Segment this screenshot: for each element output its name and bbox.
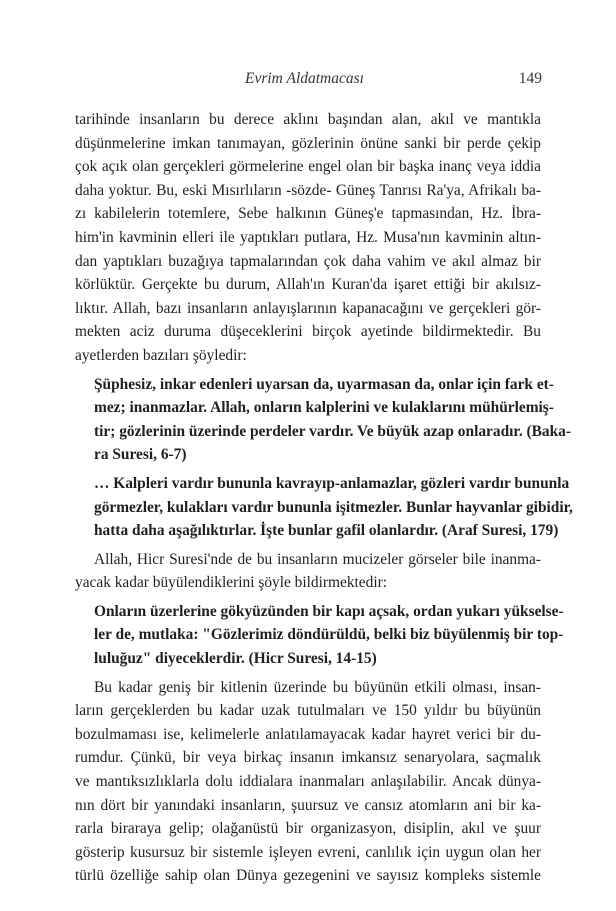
text-line: him'in kavminin elleri ile yaptıkları putlara, Hz. Musa'nın kavminin altın- [75,228,541,246]
paragraph [75,676,541,888]
text-line: daha yoktur. Bu, eski Mısırlıların -sözde- Güneş Tanrısı Ra'ya, Afrikalı ba- [75,181,541,199]
quote-line: ra Suresi, 6-7) [94,446,187,464]
text-line: gösterip kusursuz bir sistemle işleyen evreni, canlılık için uygun olan her [75,843,541,861]
text-line: mekten aciz duruma düşeceklerini birçok ayetinde bildirmektedir. Bu [75,323,541,341]
paragraph [75,548,541,595]
text-line: türlü özelliğe sahip olan Dünya gezegenini ve sayısız kompleks sistemle [75,867,541,885]
text-line: rarla biraraya gelip; olağanüstü bir organizasyon, disiplin, akıl ve şuur [75,820,541,838]
text-line: ve mantıksızlıklarla dolu iddialara inanmaları anlaşılabilir. Ancak dünya- [75,773,541,791]
text-line: nın dört bir yanındaki insanların, şuursuz ve cansız atomların ani bir ka- [75,796,541,814]
page-header [0,70,616,94]
text-line: tarihinde insanların bu derece aklını başından alan, akıl ve mantıkla [75,111,541,128]
text-line: yacak kadar büyülendiklerini şöyle bildirmektedir: [75,574,387,592]
text-line: ayetlerden bazıları şöyledir: [75,346,247,364]
quote-line: ler de, mutlaka: "Gözlerimiz döndürüldü, belki biz büyülenmiş bir top- [94,626,564,644]
quote-line: Onların üzerlerine gökyüzünden bir kapı açsak, ordan yukarı yükselse- [94,602,564,620]
text-line: çok açık olan gerçekleri görmelerine engel olan bir başka inanç veya iddia [75,158,541,176]
running-title: Evrim Aldatmacası [245,70,364,87]
text-line: ların gerçeklerden bu kadar uzak tutulmaları ve 150 yıldır bu büyünün [75,702,541,720]
text-line: Allah, Hicr Suresi'nde de bu insanların mucizeler görseler bile inanma- [94,550,541,568]
quote-line: luluğuz" diyeceklerdir. (Hicr Suresi, 14-15) [94,650,377,668]
page-body [75,108,573,888]
quote-line: mez; inanmazlar. Allah, onların kalplerini ve kulaklarını mühürlemiş- [94,399,554,417]
quote-block [75,373,571,467]
quote-line: tir; gözlerinin üzerinde perdeler vardır. Ve büyük azap onlaradır. (Baka- [94,422,571,440]
text-line: Bu kadar geniş bir kitlenin üzerinde bu büyünün etkili olması, insan- [94,678,541,696]
quote-block [75,600,564,671]
quote-line: Şüphesiz, inkar edenleri uyarsan da, uyarmasan da, onlar için fark et- [94,375,554,393]
text-line: zı kabilelerin totemlere, Sebe halkının Güneş'e tapmasından, Hz. İbra- [75,205,541,223]
text-line: körlüktür. Gerçekte bu durum, Allah'ın Kuran'da işaret ettiği bir akılsız- [75,276,541,294]
quote-line: … Kalpleri vardır bununla kavrayıp-anlamazlar, gözleri vardır bununla [94,474,570,492]
quote-line: görmezler, kulakları vardır bununla işitmezler. Bunlar hayvanlar gibidir, [94,498,573,516]
text-line: rumdur. Çünkü, bir veya birkaç insanın imkansız senaryolara, saçmalık [75,749,541,767]
paragraph [75,108,541,368]
text-line: dan yaptıkları buzağıya tapmalarından çok daha vahim ve akıl almaz bir [75,252,541,270]
text-line: bozulmaması ise, kelimelerle anlatılamayacak kadar hayret verici bir du- [75,725,541,743]
text-line: lıktır. Allah, bazı insanların anlayışlarının kapanacağını ve gerçekleri gör- [75,299,541,317]
quote-line: hatta daha aşağılıktırlar. İşte bunlar gafil olanlardır. (Araf Suresi, 179) [94,522,559,540]
page-number: 149 [518,70,542,87]
text-line: düşünmelerine imkan tanımayan, gözlerinin önüne sanki bir perde çekip [75,134,541,152]
quote-block [75,472,573,543]
